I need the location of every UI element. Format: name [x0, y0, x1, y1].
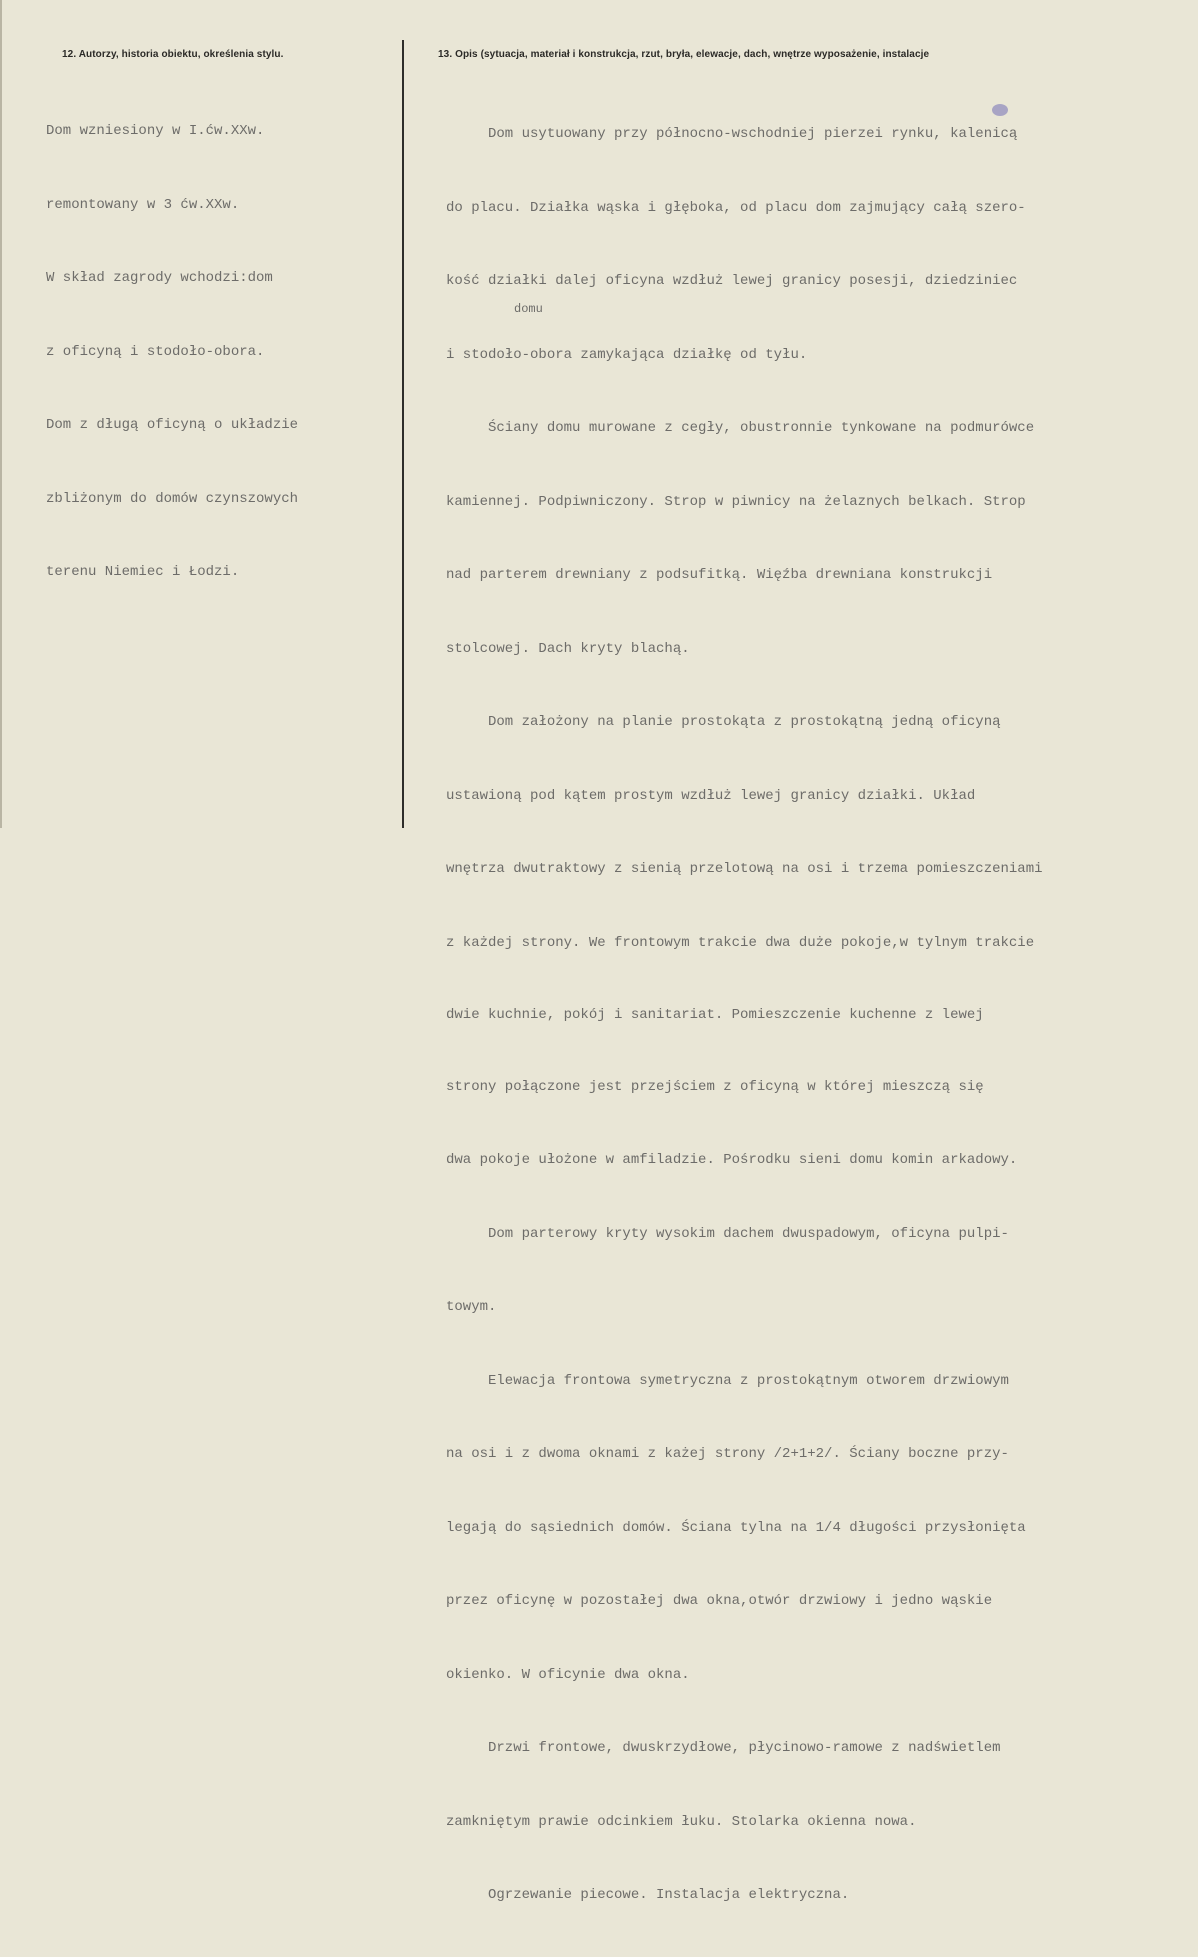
column-divider — [402, 40, 404, 828]
section-12-line: zbliżonym do domów czynszowych — [46, 490, 299, 507]
section-13-line: kość działki dalej oficyna wzdłuż lewej granicy posesji, dziedziniec — [446, 273, 1018, 289]
section-13-line: zamkniętym prawie odcinkiem łuku. Stolarka okienna nowa. — [446, 1813, 917, 1830]
section-13-line: na osi i z dwoma oknami z każej strony /2+1+2/. Ściany boczne przy- — [446, 1446, 1009, 1462]
section-13-line: Elewacja frontowa symetryczna z prostokątnym otworem drzwiowym — [446, 1372, 1009, 1389]
section-13-line: strony połączone jest przejściem z oficyną w której mieszczą się — [446, 1078, 984, 1095]
section-12-heading: 12. Autorzy, historia obiektu, określenia stylu. — [62, 49, 284, 60]
section-12-line: Dom z długą oficyną o układzie — [46, 417, 299, 433]
section-13-line: kamiennej. Podpiwniczony. Strop w piwnicy na żelaznych belkach. Strop — [446, 493, 1026, 510]
section-12-line: Dom wzniesiony w I.ćw.XXw. — [46, 123, 265, 139]
section-13-line: dwie kuchnie, pokój i sanitariat. Pomieszczenie kuchenne z lewej — [446, 1006, 984, 1023]
section-13-line: ustawioną pod kątem prostym wzdłuż lewej granicy działki. Układ — [446, 787, 976, 804]
section-12-line: W skład zagrody wchodzi:dom — [46, 270, 273, 286]
section-13-line: Ściany domu murowane z cegły, obustronnie tynkowane na podmurówce — [446, 420, 1035, 436]
section-13-line: Dom parterowy kryty wysokim dachem dwuspadowym, oficyna pulpi- — [446, 1225, 1009, 1242]
section-13-line: towym. — [446, 1299, 497, 1315]
section-13-line: Ogrzewanie piecowe. Instalacja elektryczna. — [446, 1887, 850, 1903]
section-13-line: Dom usytuowany przy północno-wschodniej pierzei rynku, kalenicą — [446, 126, 1018, 142]
section-13-line: Drzwi frontowe, dwuskrzydłowe, płycinowo-ramowe z nadświetlem — [446, 1740, 1001, 1756]
section-13-line: przez oficynę w pozostałej dwa okna,otwór drzwiowy i jedno wąskie — [446, 1593, 993, 1609]
section-13-line: legają do sąsiednich domów. Ściana tylna na 1/4 długości przysłonięta — [446, 1519, 1026, 1536]
section-12-line: remontowany w 3 ćw.XXw. — [46, 196, 240, 213]
section-13-heading: 13. Opis (sytuacja, materiał i konstrukcja, rzut, bryła, elewacje, dach, wnętrze wyposażenie, instalacje — [438, 49, 930, 60]
inserted-word-domu: domu — [514, 302, 543, 316]
section-13-line: do placu. Działka wąska i głęboka, od placu dom zajmujący całą szero- — [446, 199, 1026, 216]
section-13-line: dwa pokoje ułożone w amfiladzie. Pośrodku sieni domu komin arkadowy. — [446, 1152, 1018, 1168]
section-13-text — [446, 73, 1043, 1957]
section-13-line: nad parterem drewniany z podsufitką. Więźba drewniana konstrukcji — [446, 567, 993, 583]
section-12-line: z oficyną i stodoło-obora. — [46, 343, 265, 360]
section-13-line: stolcowej. Dach kryty blachą. — [446, 640, 690, 657]
section-13-line: wnętrza dwutraktowy z sienią przelotową na osi i trzema pomieszczeniami — [446, 861, 1043, 877]
section-13-line: z każdej strony. We frontowym trakcie dwa duże pokoje,w tylnym trakcie — [446, 934, 1035, 951]
section-12-text — [46, 70, 298, 634]
section-13-line: okienko. W oficynie dwa okna. — [446, 1666, 690, 1683]
section-12-line: terenu Niemiec i Łodzi. — [46, 564, 240, 580]
section-13-line: i stodoło-obora zamykająca działkę od tyłu. — [446, 346, 808, 363]
page-edge — [0, 0, 2, 828]
section-13-line: Dom założony na planie prostokąta z prostokątną jedną oficyną — [446, 714, 1001, 730]
